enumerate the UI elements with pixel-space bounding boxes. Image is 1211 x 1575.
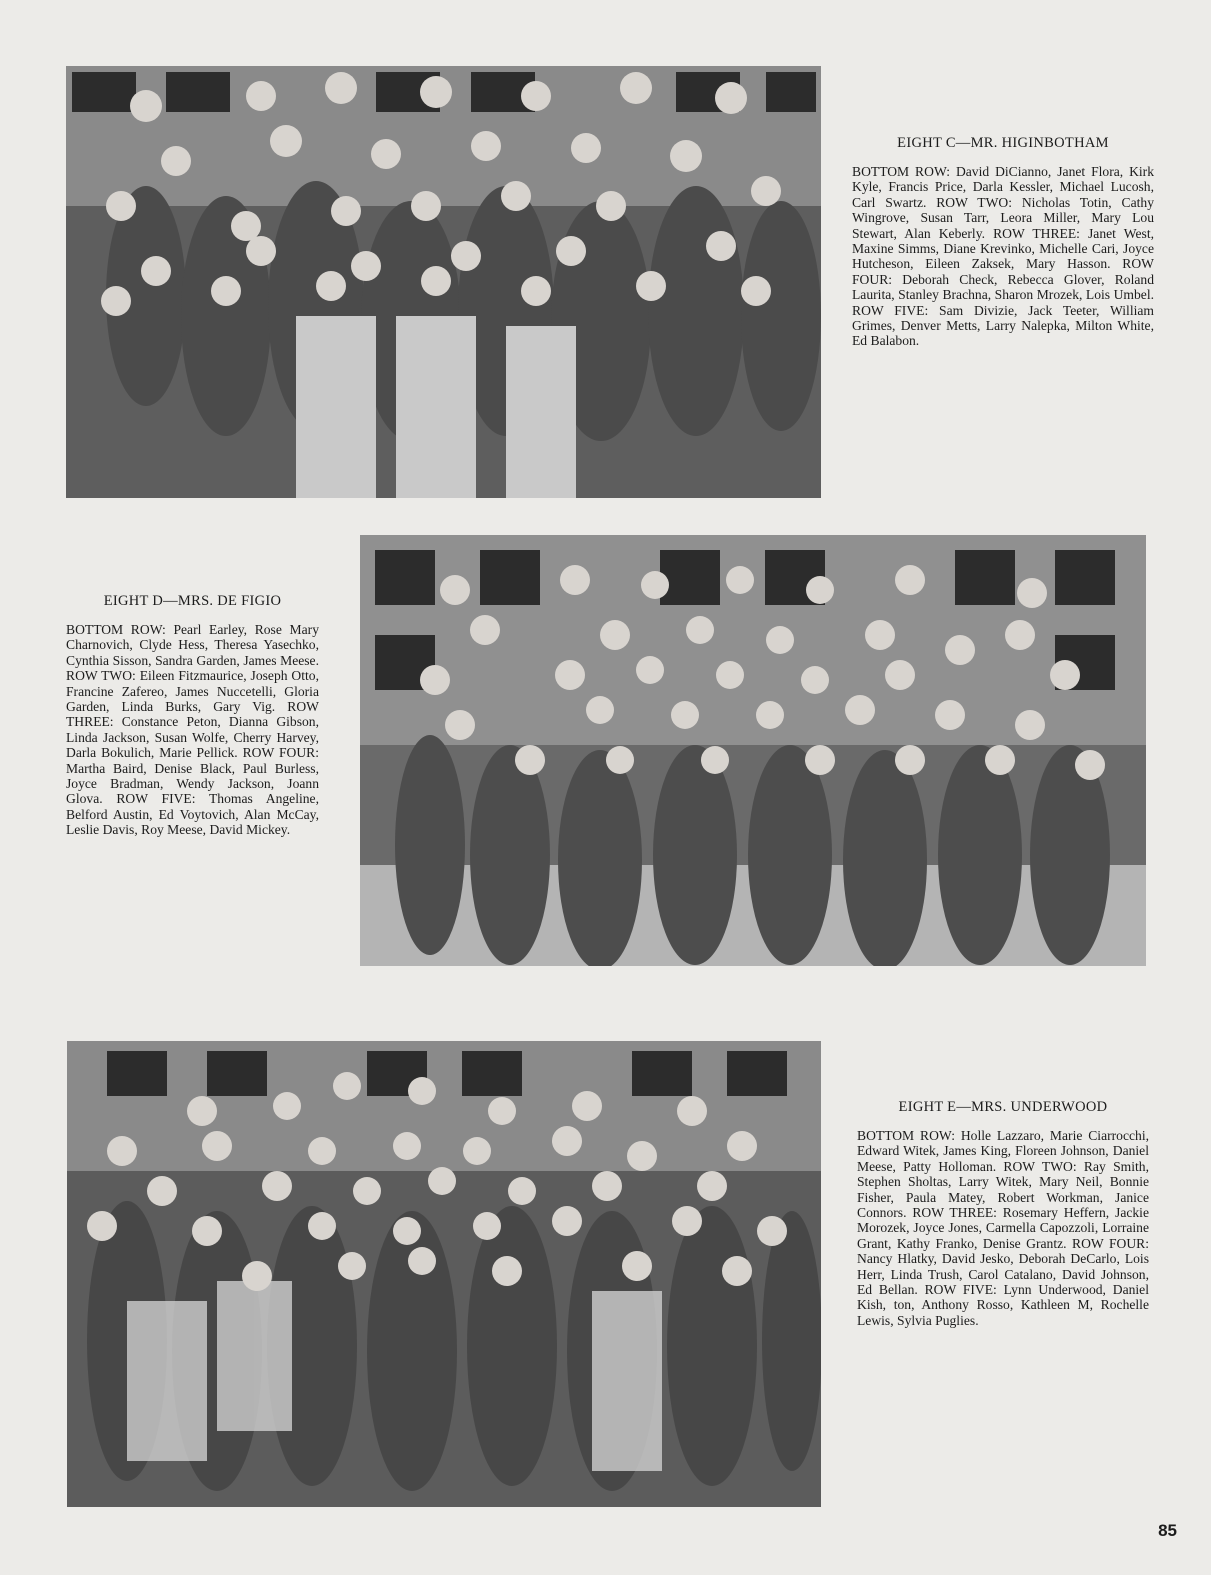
class-heading: EIGHT D—MRS. DE FIGIO (103, 593, 282, 609)
class-photo-eight-c (66, 66, 821, 498)
class-heading: EIGHT E—MRS. UNDERWOOD (898, 1099, 1108, 1115)
class-photo-eight-d (360, 535, 1146, 966)
student-names: BOTTOM ROW: David DiCianno, Janet Flora, Kirk Kyle, Francis Price, Darla Kessler, Michael Lucosh, Carl Swartz. ROW TWO: Nicholas Totin, Cathy Wingrove, Susan Tarr, Leora Miller, Mary Lou Stewart, Alan Keberly. ROW THREE: Janet West, Maxine Simms, Diane Krevinko, Michelle Cari, Joyce Hutcheson, Eileen Zaksek, Mary Hasson. ROW FOUR: Deborah Check, Rebecca Glover, Roland Laurita, Stanley Brachna, Sharon Mrozek, Lois Umbel. ROW FIVE: Sam Divizie, Jack Teeter, William Grimes, Denver Metts, Larry Nalepka, Milton White, Ed Balabon. (852, 164, 1154, 349)
page-number: 85 (1158, 1521, 1177, 1540)
class-photo-eight-e (67, 1041, 821, 1507)
caption-eight-e (857, 1099, 1149, 1328)
student-names: BOTTOM ROW: Pearl Earley, Rose Mary Charnovich, Clyde Hess, Theresa Yasechko, Cynthia Sisson, Sandra Garden, James Meese. ROW TWO: Eileen Fitzmaurice, Joseph Otto, Francine Zafereo, James Nuccetelli, Gloria Garden, Linda Burks, Gary Vig. ROW THREE: Constance Peton, Dianna Gibson, Linda Jackson, Susan Wolfe, Cherry Harvey, Darla Bokulich, Marie Pellick. ROW FOUR: Martha Baird, Denise Black, Paul Burless, Joyce Bradman, Wendy Jackson, Joann Glova. ROW FIVE: Thomas Angeline, Belford Austin, Ed Voytovich, Alan McCay, Leslie Davis, Roy Meese, David Mickey. (66, 622, 319, 838)
caption-eight-c (852, 135, 1154, 349)
student-names: BOTTOM ROW: Holle Lazzaro, Marie Ciarrocchi, Edward Witek, James King, Floreen Johnson, Daniel Meese, Patty Holloman. ROW TWO: Ray Smith, Stephen Sholtas, Larry Witek, Mary Neil, Bonnie Fisher, Paula Matey, Robert Workman, Janice Connors. ROW THREE: Rosemary Heffern, Jackie Morozek, Joyce Jones, Carmella Capozzoli, Lorraine Grant, Kathy Franko, Denise Grantz. ROW FOUR: Nancy Hlatky, David Jesko, Deborah DeCarlo, Lois Herr, Linda Trush, Carol Catalano, David Johnson, Ed Bellan. ROW FIVE: Lynn Underwood, Daniel Kish, ton, Anthony Rosso, Kathleen M, Rochelle Lewis, Sylvia Puglies. (857, 1128, 1149, 1328)
caption-eight-d (66, 593, 319, 838)
class-heading: EIGHT C—MR. HIGINBOTHAM (897, 135, 1109, 151)
